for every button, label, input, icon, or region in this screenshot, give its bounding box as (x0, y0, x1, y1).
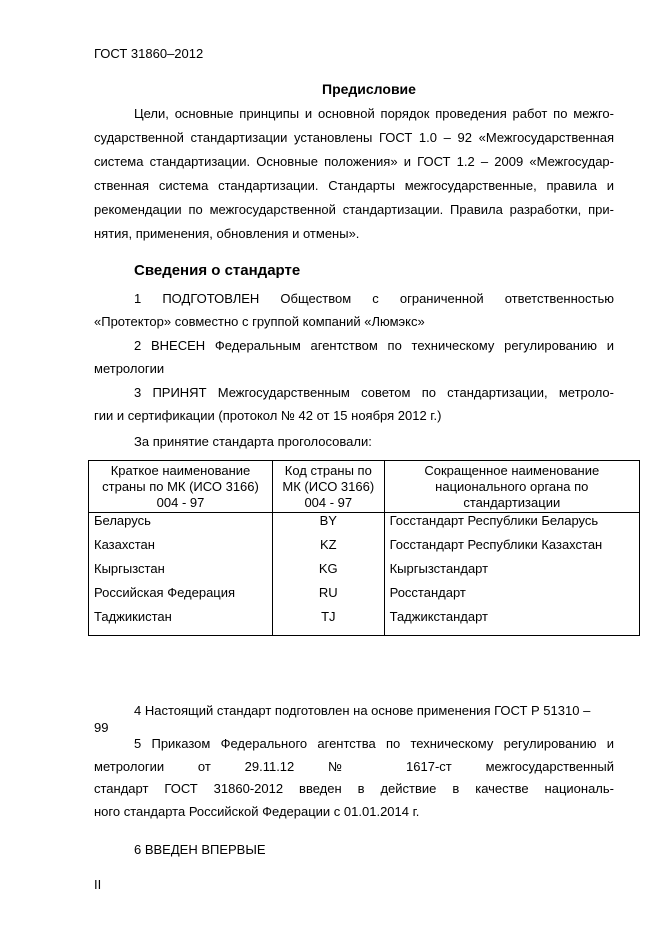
table-row (89, 609, 640, 636)
country-code-cell: TJ (273, 609, 385, 636)
info-item-3-line: 3 ПРИНЯТ Межгосударственным советом по стандартизации, метроло- (134, 385, 614, 400)
document-code-header: ГОСТ 31860–2012 (94, 46, 204, 61)
foreword-title: Предисловие (322, 81, 416, 97)
country-name-cell: Беларусь (89, 513, 273, 538)
country-code-cell: RU (273, 585, 385, 609)
standard-info-title: Сведения о стандарте (134, 262, 301, 279)
table-row (89, 585, 640, 609)
item-5-line: ного стандарта Российской Федерации с 01.01.2014 г. (94, 804, 420, 819)
foreword-line: нятия, применения, обновления и отмены». (94, 226, 360, 241)
foreword-line: сударственной стандартизации установлены ГОСТ 1.0 – 92 «Межгосударственная (94, 130, 614, 145)
member-states-table (88, 460, 640, 636)
item-4-line: 4 Настоящий стандарт подготовлен на основе применения ГОСТ Р 51310 – (134, 703, 591, 718)
standards-body-cell: Госстандарт Республики Казахстан (384, 537, 639, 561)
standards-body-cell: Таджикстандарт (384, 609, 639, 636)
country-code-cell: KZ (273, 537, 385, 561)
standards-body-cell: Госстандарт Республики Беларусь (384, 513, 639, 538)
foreword-line: ственная система стандартизации. Стандарты межгосударственные, правила и (94, 178, 614, 193)
info-item-1-line: 1 ПОДГОТОВЛЕН Обществом с ограниченной ответственностью (134, 291, 614, 306)
country-code-cell: KG (273, 561, 385, 585)
item-5-line: метрологии от 29.11.12 № 1617-ст межгосударственный (94, 759, 614, 774)
foreword-line: рекомендации по межгосударственной стандартизации. Правила разработки, при- (94, 202, 614, 217)
info-item-2-line: 2 ВНЕСЕН Федеральным агентством по техническому регулированию и (134, 338, 614, 353)
info-item-2-line: метрологии (94, 361, 165, 376)
table-row (89, 513, 640, 538)
column-header-country-code: Код страны по МК (ИСО 3166) 004 - 97 (273, 461, 385, 513)
standards-body-cell: Кыргызстандарт (384, 561, 639, 585)
foreword-line: система стандартизации. Основные положения» и ГОСТ 1.2 – 2009 «Межгосудар- (94, 154, 614, 169)
country-name-cell: Таджикистан (89, 609, 273, 636)
table-row (89, 537, 640, 561)
page-number: II (94, 877, 102, 892)
table-row (89, 561, 640, 585)
info-item-3-line: гии и сертификации (протокол № 42 от 15 ноября 2012 г.) (94, 408, 442, 423)
country-name-cell: Российская Федерация (89, 585, 273, 609)
country-name-cell: Кыргызстан (89, 561, 273, 585)
foreword-line: Цели, основные принципы и основной порядок проведения работ по межго- (134, 106, 614, 121)
table-header-row (89, 461, 640, 513)
column-header-standards-body: Сокращенное наименование национального органа по стандартизации (384, 461, 639, 513)
item-5-line: 5 Приказом Федерального агентства по техническому регулированию и (134, 736, 614, 751)
column-header-country-name: Краткое наименование страны по МК (ИСО 3166) 004 - 97 (89, 461, 273, 513)
item-4-line: 99 (94, 720, 109, 735)
info-item-1-line: «Протектор» совместно с группой компаний «Люмэкс» (94, 314, 425, 329)
country-code-cell: BY (273, 513, 385, 538)
country-name-cell: Казахстан (89, 537, 273, 561)
standards-body-cell: Росстандарт (384, 585, 639, 609)
vote-intro: За принятие стандарта проголосовали: (134, 434, 372, 449)
item-5-line: стандарт ГОСТ 31860-2012 введен в действие в качестве националь- (94, 781, 614, 796)
item-6: 6 ВВЕДЕН ВПЕРВЫЕ (134, 842, 266, 857)
